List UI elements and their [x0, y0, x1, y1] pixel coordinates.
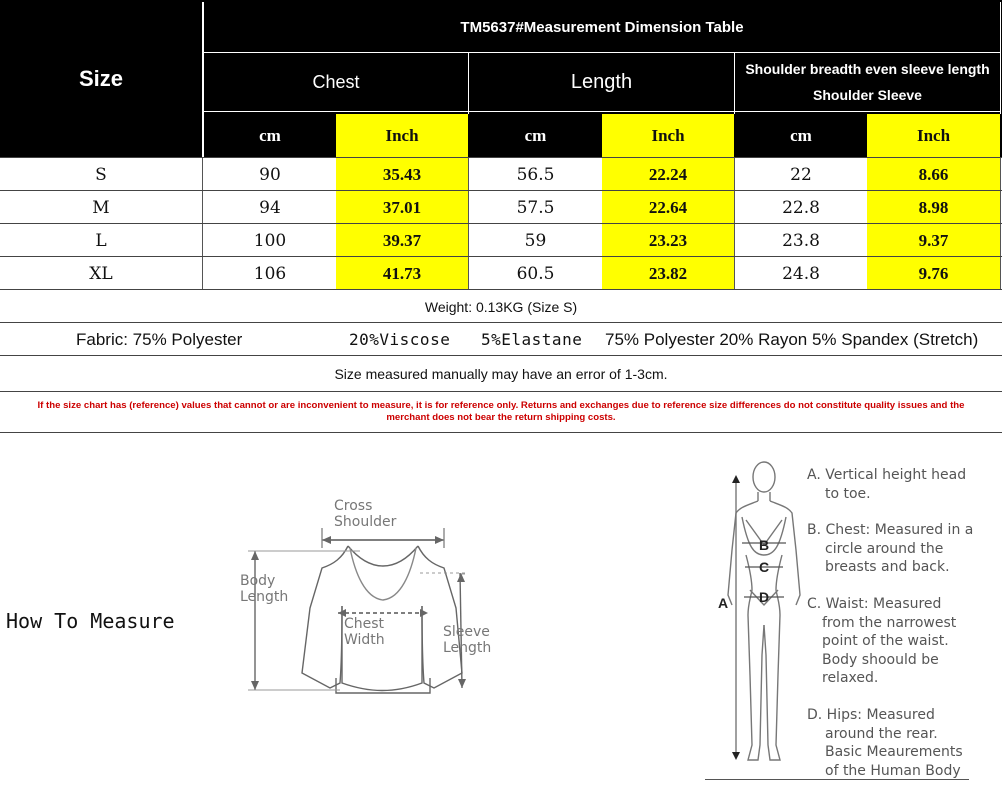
legend-line: from the narrowest	[822, 614, 957, 631]
table-row	[0, 223, 1002, 257]
fabric-row	[0, 322, 1002, 356]
label-d: D	[759, 589, 770, 605]
column-divider	[1000, 224, 1001, 257]
column-divider	[734, 224, 735, 257]
error-note: Size measured manually may have an error of 1-3cm.	[334, 366, 668, 382]
legend-b	[807, 521, 973, 577]
length-cm-cell: 59	[524, 230, 547, 251]
sleeve-cm-cell: 22.8	[782, 197, 820, 218]
column-divider	[468, 257, 469, 290]
chest-header: Chest	[312, 71, 360, 92]
chest-in-cell: 39.37	[336, 224, 468, 257]
column-divider	[734, 191, 735, 224]
chest-cm-cell: 106	[253, 263, 287, 284]
legend-line: C. Waist: Measured	[807, 596, 942, 612]
column-divider	[468, 158, 469, 191]
table-row	[0, 256, 1002, 290]
weight-row	[0, 289, 1002, 323]
table-title: TM5637#Measurement Dimension Table	[460, 18, 744, 36]
legend-line: circle around the	[825, 540, 944, 557]
legend-line: B. Chest: Measured in a	[807, 522, 974, 538]
header-divider	[204, 111, 1000, 112]
length-in-cell: 22.24	[602, 158, 734, 191]
size-header: Size	[78, 66, 124, 91]
sleeve-cm-cell: 24.8	[782, 263, 820, 284]
cross-shoulder-label: Cross	[334, 498, 373, 514]
unit-sleeve-inch: Inch	[867, 114, 1000, 157]
length-in-cell: 22.64	[602, 191, 734, 224]
error-note-row	[0, 355, 1002, 392]
chest-in-cell: 37.01	[336, 191, 468, 224]
unit-chest-inch: Inch	[336, 114, 468, 157]
sleeve-in-cell: 9.37	[867, 224, 1000, 257]
column-divider	[202, 191, 203, 224]
label-c: C	[759, 559, 770, 575]
chest-cm-cell: 100	[253, 230, 287, 251]
legend-line: A. Vertical height head	[807, 467, 967, 483]
legend-line: of the Human Body	[825, 762, 961, 779]
disclaimer-line1: If the size chart has (reference) values that cannot or are inconvenient to measure, it is for reference only. Returns and exchanges due to reference size differences do not constitute quality issues and the	[37, 400, 965, 411]
unit-sleeve-cm: cm	[735, 114, 867, 157]
legend-c	[807, 595, 956, 688]
size-cell: M	[92, 197, 110, 218]
legend-line: D. Hips: Measured	[807, 707, 935, 723]
table-row	[0, 190, 1002, 224]
sleeve-header	[735, 53, 1000, 111]
weight-text: Weight: 0.13KG (Size S)	[424, 298, 578, 315]
legend-d	[807, 706, 963, 780]
column-divider	[468, 191, 469, 224]
how-to-measure-label: How To Measure	[6, 609, 175, 633]
fabric-elastane: 5%Elastane	[481, 330, 583, 349]
legend-line: around the rear.	[825, 725, 938, 742]
legend-line: Basic Meaurements	[825, 744, 963, 761]
legend-line: to toe.	[825, 485, 871, 502]
column-divider	[202, 257, 203, 290]
sleeve-cm-cell: 23.8	[782, 230, 820, 251]
column-divider	[468, 224, 469, 257]
column-divider	[1000, 191, 1001, 224]
sleeve-in-cell: 8.66	[867, 158, 1000, 191]
length-header: Length	[570, 70, 633, 93]
sleeve-in-cell: 9.76	[867, 257, 1000, 290]
chest-width-label: Chest	[344, 616, 385, 632]
chest-width-label: Width	[344, 632, 385, 648]
column-divider	[734, 257, 735, 290]
chest-in-cell: 41.73	[336, 257, 468, 290]
length-in-cell: 23.82	[602, 257, 734, 290]
body-length-label: Body	[240, 573, 276, 589]
sleeve-in-cell: 8.98	[867, 191, 1000, 224]
unit-chest-cm: cm	[204, 114, 336, 157]
body-length-label: Length	[240, 589, 289, 605]
legend-line: point of the waist.	[822, 633, 949, 650]
header-divider	[1000, 2, 1001, 114]
sleeve-header-line2: Shoulder Sleeve	[813, 87, 922, 103]
length-cm-cell: 60.5	[516, 263, 555, 284]
chest-cm-cell: 90	[259, 164, 281, 185]
length-cm-cell: 56.5	[516, 164, 555, 185]
disclaimer	[0, 391, 1002, 433]
table-row	[0, 157, 1002, 191]
sleeve-length-label: Length	[443, 640, 492, 656]
column-divider	[1000, 257, 1001, 290]
legend-line: relaxed.	[822, 670, 879, 687]
label-a: A	[718, 595, 729, 611]
column-divider	[1000, 158, 1001, 191]
column-divider	[202, 158, 203, 191]
legend-line: breasts and back.	[825, 559, 950, 576]
size-cell: XL	[89, 263, 113, 284]
column-divider	[202, 224, 203, 257]
length-cm-cell: 57.5	[516, 197, 555, 218]
length-in-cell: 23.23	[602, 224, 734, 257]
legend-a	[807, 466, 966, 503]
chest-in-cell: 35.43	[336, 158, 468, 191]
unit-length-inch: Inch	[602, 114, 734, 157]
chest-cm-cell: 94	[259, 197, 281, 218]
unit-length-cm: cm	[469, 114, 602, 157]
fabric-composition: 75% Polyester 20% Rayon 5% Spandex (Stretch)	[605, 329, 979, 349]
sleeve-length-label: Sleeve	[443, 624, 490, 640]
column-divider	[734, 158, 735, 191]
cross-shoulder-label: Shoulder	[334, 514, 397, 530]
legend-line: Body shoould be	[822, 651, 939, 668]
sleeve-header-line1: Shoulder breadth even sleeve length	[745, 61, 990, 77]
fabric-text: Fabric: 75% Polyester	[76, 329, 243, 349]
label-b: B	[759, 537, 770, 553]
disclaimer-line2: merchant does not bear the return shipping costs.	[386, 412, 616, 423]
body-figure	[710, 455, 810, 780]
size-cell: S	[95, 164, 107, 185]
size-cell: L	[95, 230, 107, 251]
sleeve-cm-cell: 22	[790, 164, 812, 185]
fabric-viscose: 20%Viscose	[349, 330, 451, 349]
sweater-diagram	[230, 488, 520, 728]
